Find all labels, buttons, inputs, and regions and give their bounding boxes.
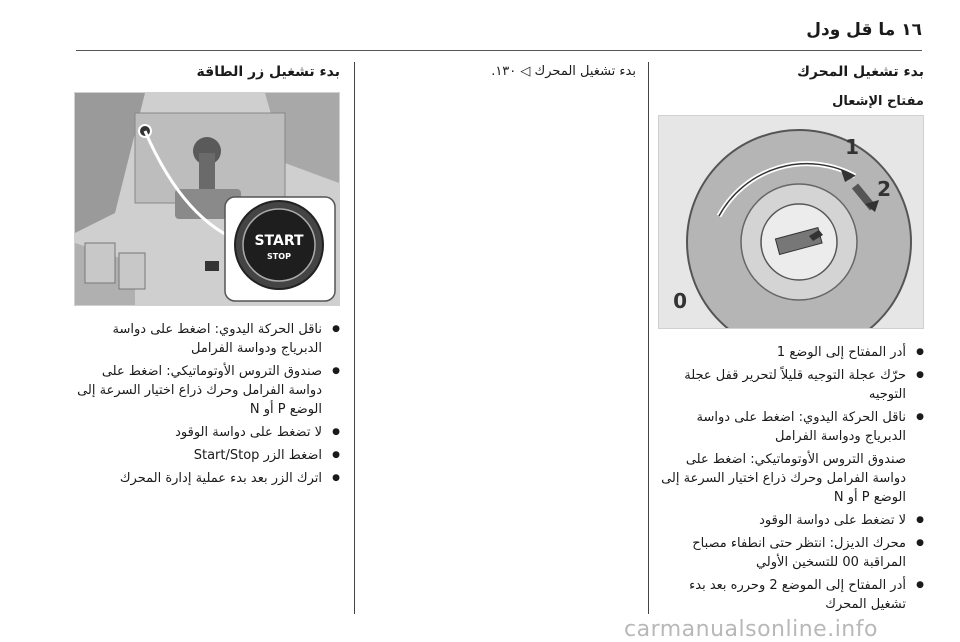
page-title: ١٦ ما قل ودل	[806, 20, 922, 40]
list-item: ● اضغط الزر Start/Stop	[76, 446, 340, 465]
section-heading-power-button: بدء تشغيل زر الطاقة	[196, 64, 340, 80]
list-item: ● محرك الديزل: انتظر حتى انطفاء مصباح المراقبة 00 للتسخين الأولي	[660, 534, 924, 572]
footer-watermark: carmanualsonline.info	[624, 617, 878, 642]
power-button-figure	[74, 92, 340, 306]
column-divider-left	[354, 62, 355, 614]
power-button-steps	[76, 320, 340, 488]
list-item: ● لا تضغط على دواسة الوقود	[660, 511, 924, 530]
list-item: ● لا تضغط على دواسة الوقود	[76, 423, 340, 442]
list-item: ● حرّك عجلة التوجيه قليلاً لتحرير قفل عجلة التوجيه	[660, 366, 924, 404]
key-position-2-label: 2	[877, 177, 891, 201]
key-position-0-label: 0	[673, 289, 687, 313]
column-divider-right	[648, 62, 649, 614]
cross-reference-text: بدء تشغيل المحرك ◁ ١٣٠.	[491, 64, 636, 79]
automatic-gearbox-note: صندوق التروس الأوتوماتيكي: اضغط على دواسة الفرامل وحرك ذراع اختيار السرعة إلى الوضع P أو N	[661, 452, 906, 505]
header-rule	[76, 50, 922, 51]
start-label: START	[254, 233, 304, 249]
ignition-key-illustration	[659, 116, 923, 328]
list-item: ● صندوق التروس الأوتوماتيكي: اضغط على دواسة الفرامل وحرك ذراع اختيار السرعة إلى الوضع P أو N	[76, 362, 340, 419]
list-item: ● ناقل الحركة اليدوي: اضغط على دواسة الدبرياج ودواسة الفرامل	[76, 320, 340, 358]
list-item: ● أدر المفتاح إلى الموضع 2 وحرره بعد بدء تشغيل المحرك	[660, 576, 924, 614]
subsection-heading-ignition-key: مفتاح الإشعال	[832, 94, 924, 109]
list-item: ● ناقل الحركة اليدوي: اضغط على دواسة الدبرياج ودواسة الفرامل	[660, 408, 924, 446]
list-item: ● اترك الزر بعد بدء عملية إدارة المحرك	[76, 469, 340, 488]
list-item: ● أدر المفتاح إلى الوضع 1	[660, 343, 924, 362]
power-button-illustration	[75, 93, 339, 305]
ignition-key-steps-continued	[660, 511, 924, 614]
key-position-1-label: 1	[845, 135, 859, 159]
column-middle	[366, 64, 636, 85]
ignition-key-figure	[658, 115, 924, 329]
stop-label: STOP	[267, 252, 291, 261]
section-heading-engine-start: بدء تشغيل المحرك	[797, 64, 924, 80]
ignition-key-steps	[660, 343, 924, 446]
column-left	[76, 64, 340, 492]
column-right	[660, 64, 924, 618]
